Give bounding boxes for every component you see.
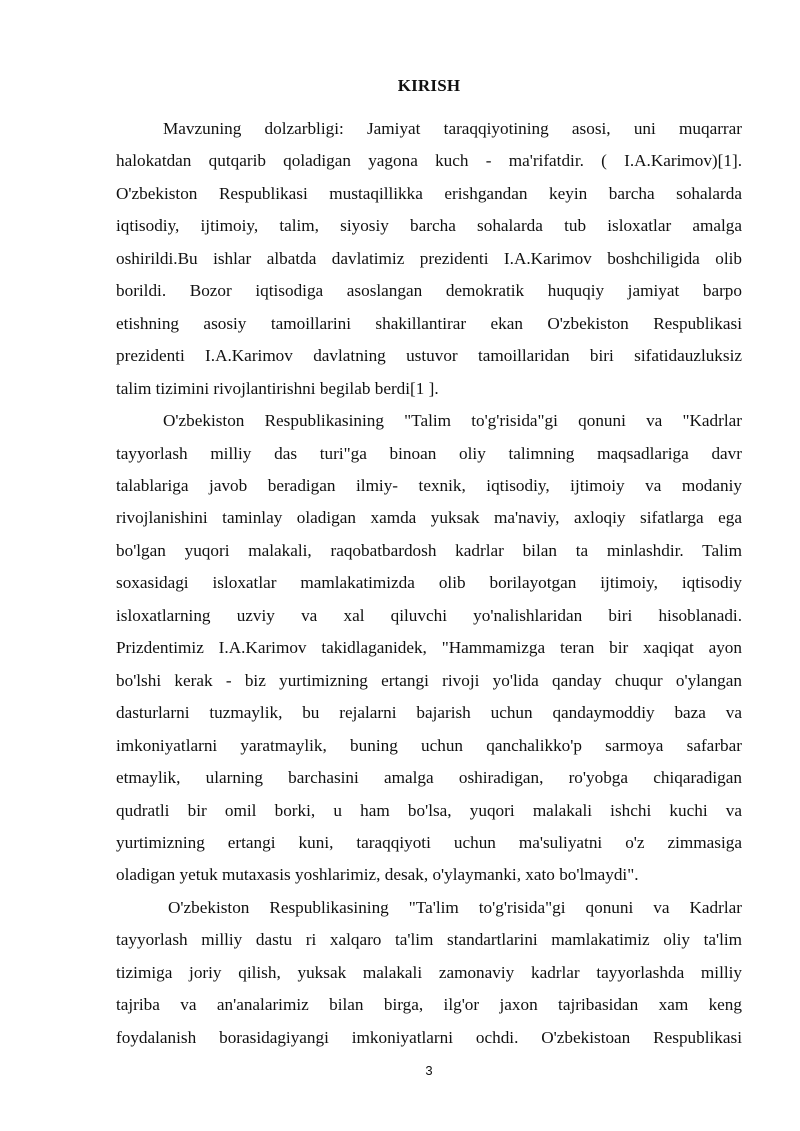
text-line: bo'lshi kerak - biz yurtimizning ertangi rivoji yo'lida qanday chuqur o'ylangan [116,670,742,690]
paragraph-2 [116,405,742,892]
text-line: soxasidagi isloxatlar mamlakatimizda olib borilayotgan ijtimoiy, iqtisodiy [116,573,742,593]
text-line: oladigan yetuk mutaxasis yoshlarimiz, desak, o'ylaymanki, xato bo'lmaydi". [116,865,639,885]
text-line: halokatdan qutqarib qoladigan yagona kuch - ma'rifatdir. ( I.A.Karimov)[1]. [116,151,742,171]
text-line: O'zbekiston Respublikasining "Talim to'g'risida"gi qonuni va "Kadrlar [163,411,742,431]
text-line: dasturlarni tuzmaylik, bu rejalarni bajarish uchun qandaymoddiy baza va [116,703,742,723]
text-line: etishning asosiy tamoillarini shakillantirar ekan O'zbekiston Respublikasi [116,313,742,333]
text-line: O'zbekiston Respublikasi mustaqillikka erishgandan keyin barcha sohalarda [116,183,742,203]
text-line: rivojlanishini taminlay oladigan xamda yuksak ma'naviy, axloqiy sifatlarga ega [116,508,742,528]
paragraph-3 [116,892,742,1054]
text-line: tajriba va an'analarimiz bilan birga, ilg'or jaxon tajribasidan xam keng [116,995,742,1015]
text-line: Prizdentimiz I.A.Karimov takidlaganidek, "Hammamizga teran bir xaqiqat ayon [116,638,742,658]
text-line: tayyorlash milliy dastu ri xalqaro ta'lim standartlarini mamlakatimiz oliy ta'lim [116,930,742,950]
text-line: Mavzuning dolzarbligi: Jamiyat taraqqiyotining asosi, uni muqarrar [163,119,742,138]
text-line: talablariga javob beradigan ilmiy- texnik, iqtisodiy, ijtimoiy va modaniy [116,475,742,495]
text-line: talim tizimini rivojlantirishni begilab berdi[1 ]. [116,378,439,398]
text-line: etmaylik, ularning barchasini amalga oshiradigan, ro'yobga chiqaradigan [116,768,742,788]
text-line: yurtimizning ertangi kuni, taraqqiyoti uchun ma'suliyatni o'z zimmasiga [116,832,742,852]
text-line: tizimiga joriy qilish, yuksak malakali zamonaviy kadrlar tayyorlashda milliy [116,962,742,982]
document-body [116,113,742,1054]
text-line: oshirildi.Bu ishlar albatda davlatimiz prezidenti I.A.Karimov boshchiligida olib [116,248,742,268]
text-line: prezidenti I.A.Karimov davlatning ustuvor tamoillaridan biri sifatidauzluksiz [116,346,742,366]
text-line: foydalanish borasidagiyangi imkoniyatlarni ochdi. O'zbekistoan Respublikasi [116,1027,742,1047]
text-line: qudratli bir omil borki, u ham bo'lsa, yuqori malakali ishchi kuchi va [116,800,742,820]
page-title: KIRISH [397,76,461,95]
text-line: O'zbekiston Respublikasining "Ta'lim to'g'risida"gi qonuni va Kadrlar [168,897,742,917]
text-line: bo'lgan yuqori malakali, raqobatbardosh kadrlar bilan ta minlashdir. Talim [116,540,742,560]
text-line: tayyorlash milliy das turi"ga binoan oliy talimning maqsadlariga davr [116,443,742,463]
text-line: imkoniyatlarni yaratmaylik, buning uchun qanchalikko'p sarmoya safarbar [116,735,742,755]
text-line: isloxatlarning uzviy va xal qiluvchi yo'nalishlaridan biri hisoblanadi. [116,605,742,625]
text-line: iqtisodiy, ijtimoiy, talim, siyosiy barcha sohalarda tub isloxatlar amalga [116,216,742,236]
page-number: 3 [425,1063,433,1078]
paragraph-1 [116,113,742,405]
text-line: borildi. Bozor iqtisodiga asoslangan demokratik huquqiy jamiyat barpo [116,281,742,301]
